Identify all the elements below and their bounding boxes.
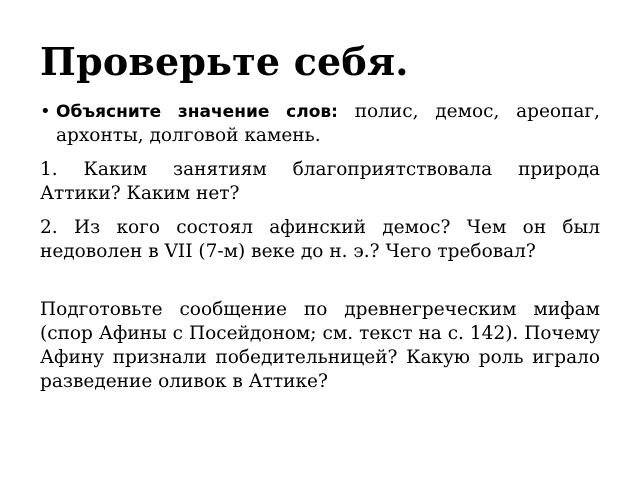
- question-2: 2. Из кого состоял афинский демос? Чем он был недоволен в VII (7-м) веке до н. э.? Чего требовал?: [40, 217, 600, 262]
- slide-title: Проверьте себя.: [40, 39, 409, 84]
- question-1: 1. Каким занятиям благоприятствовала природа Аттики? Каким нет?: [40, 159, 600, 204]
- vocabulary-bullet: [40, 100, 600, 148]
- bullet-dot-icon: •: [40, 101, 51, 122]
- assignment-text: Подготовьте сообщение по древнегреческим мифам (спор Афины с Посейдоном; см. текст на с. 142). Почему Афину признали победительницей? Какую роль играло разведение оливок в Аттике?: [40, 299, 600, 392]
- spacer: [40, 274, 600, 298]
- vocabulary-label: Объясните значение слов:: [56, 102, 338, 122]
- vocabulary-terms: полис, демос, ареопаг, архонты, долговой камень.: [56, 101, 600, 146]
- slide-content: [40, 100, 600, 404]
